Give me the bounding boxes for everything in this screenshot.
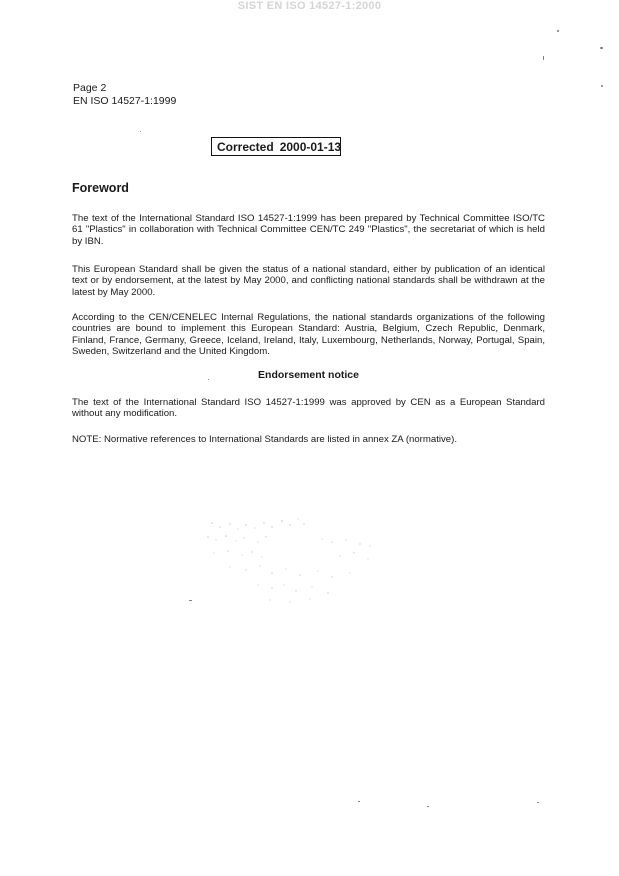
scan-speck [537, 802, 539, 803]
scan-speck [600, 47, 603, 49]
scan-speck [557, 30, 559, 32]
corrected-date: 2000-01-13 [279, 140, 342, 154]
foreword-paragraph: According to the CEN/CENELEC Internal Regulations, the national standards organizations of the following countries are bound to implement this European Standard: Austria, Belgium, Czech Republic, Denmark, Finland, France, Germany, Greece, Iceland, Ireland, Italy, Luxembourg, Netherlands, Norway, Portugal, Spain, Sweden, Switzerland and the United Kingdom. [72, 312, 545, 358]
scan-speck [140, 131, 141, 132]
standard-reference: EN ISO 14527-1:1999 [73, 95, 177, 107]
scan-speck [208, 379, 209, 380]
scan-speck [427, 806, 429, 807]
corrected-stamp [211, 137, 341, 156]
scan-speck [358, 801, 360, 802]
faded-stamp-artifact [200, 515, 378, 605]
scan-speck [189, 600, 192, 601]
corrected-label: Corrected [217, 140, 274, 154]
foreword-heading: Foreword [72, 181, 129, 195]
foreword-paragraph: The text of the International Standard ISO 14527-1:1999 has been prepared by Technical Committee ISO/TC 61 "Plastics" in collaboration with Technical Committee CEN/TC 249 "Plastics", the secretariat of which is held by IBN. [72, 213, 545, 247]
scan-speck [543, 56, 544, 60]
scan-speck [601, 85, 603, 87]
endorsement-paragraph: The text of the International Standard ISO 14527-1:1999 was approved by CEN as a European Standard without any modification. [72, 397, 545, 420]
page-number: Page 2 [73, 82, 107, 94]
endorsement-heading: Endorsement notice [258, 369, 359, 381]
foreword-paragraph: This European Standard shall be given the status of a national standard, either by publication of an identical text or by endorsement, at the latest by May 2000, and conflicting national standards shall be withdrawn at the latest by May 2000. [72, 264, 545, 298]
document-watermark: SIST EN ISO 14527-1:2000 [237, 0, 382, 12]
page-header [73, 82, 176, 108]
normative-note: NOTE: Normative references to International Standards are listed in annex ZA (normative). [72, 434, 457, 445]
